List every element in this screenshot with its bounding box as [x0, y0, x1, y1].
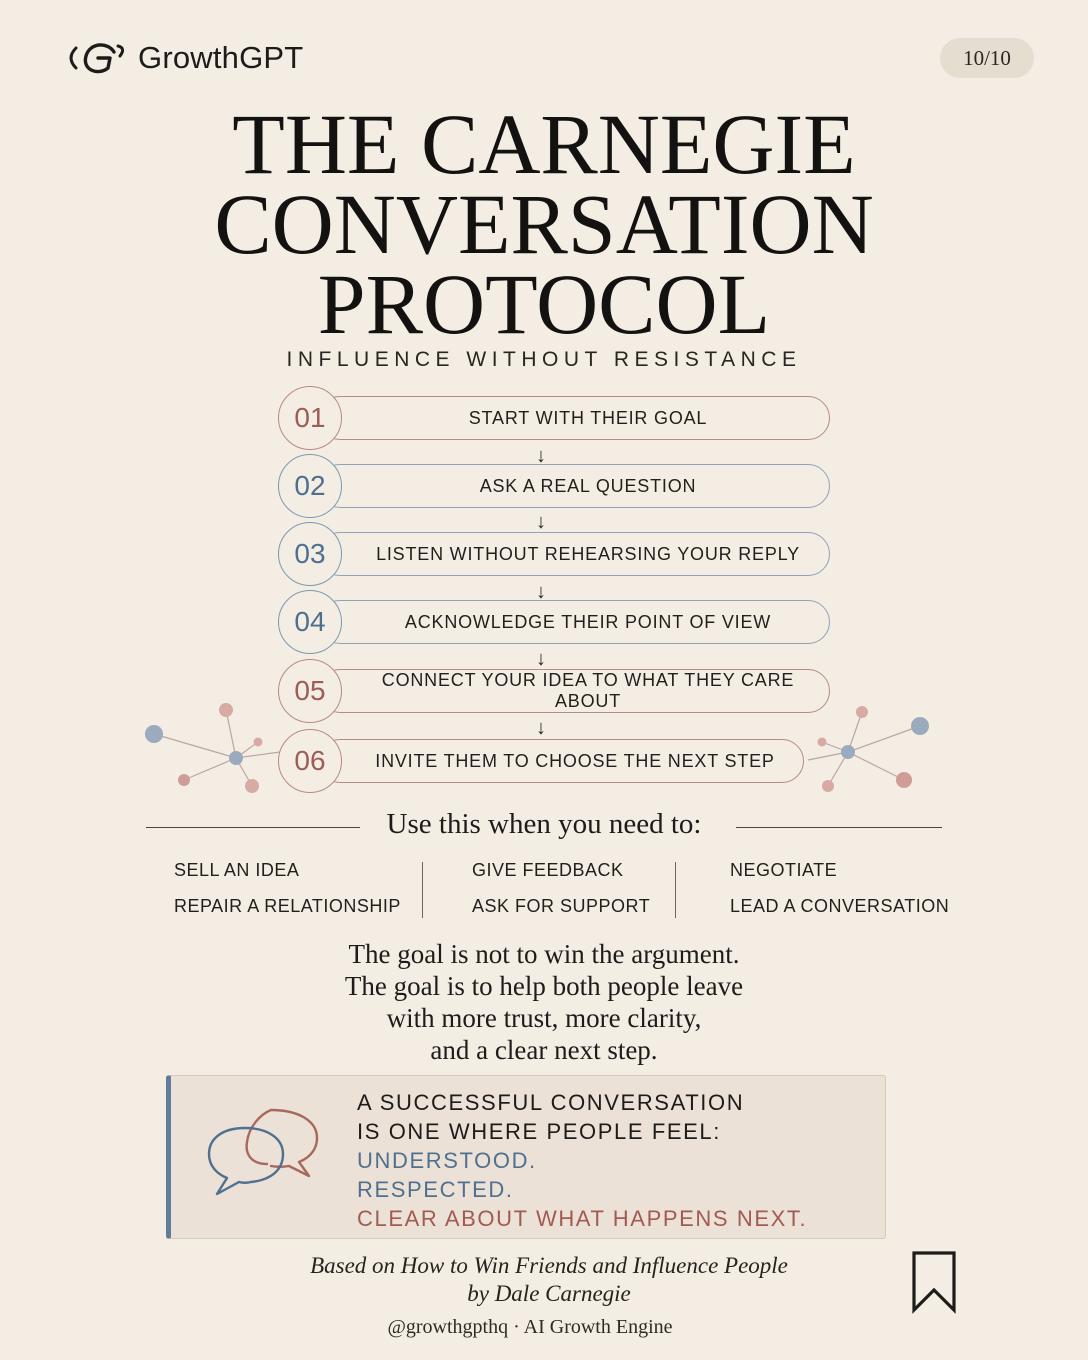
success-callout	[166, 1075, 886, 1239]
bookmark-icon[interactable]	[910, 1250, 958, 1314]
callout-line: IS ONE WHERE PEOPLE FEEL:	[357, 1119, 721, 1144]
step-number: 01	[278, 386, 342, 450]
use-item: GIVE FEEDBACK	[472, 860, 624, 880]
use-item: SELL AN IDEA	[174, 860, 300, 880]
step-label: ACKNOWLEDGE THEIR POINT OF VIEW	[404, 611, 772, 632]
callout-text	[357, 1088, 807, 1233]
callout-item-respected: RESPECTED.	[357, 1177, 514, 1202]
step-pill	[318, 396, 830, 440]
step-01	[278, 386, 838, 452]
column-separator	[675, 862, 676, 918]
brand-name: GrowthGPT	[138, 40, 304, 75]
divider-right	[736, 827, 942, 828]
down-arrow-icon: ↓	[536, 581, 546, 603]
speech-bubbles-icon	[205, 1104, 325, 1204]
source-line: by Dale Carnegie	[467, 1281, 631, 1306]
step-pill	[318, 464, 830, 508]
left-network-decoration	[140, 690, 300, 800]
step-06	[278, 729, 838, 795]
down-arrow-icon: ↓	[536, 445, 546, 467]
page-title	[0, 96, 1088, 352]
use-column-1	[174, 860, 401, 932]
step-05	[278, 659, 838, 725]
step-number: 03	[278, 522, 342, 586]
quote-line: The goal is to help both people leave	[344, 971, 744, 1001]
step-pill	[318, 532, 830, 576]
down-arrow-icon: ↓	[536, 648, 546, 670]
use-column-3	[730, 860, 949, 932]
step-label: INVITE THEM TO CHOOSE THE NEXT STEP	[375, 750, 775, 771]
step-label: START WITH THEIR GOAL	[468, 407, 708, 428]
step-label: ASK A REAL QUESTION	[479, 475, 697, 496]
use-item: ASK FOR SUPPORT	[472, 896, 651, 916]
down-arrow-icon: ↓	[536, 717, 546, 739]
step-02	[278, 454, 838, 520]
step-label: LISTEN WITHOUT REHEARSING YOUR REPLY	[376, 543, 800, 564]
callout-item-understood: UNDERSTOOD.	[357, 1148, 537, 1173]
step-number: 06	[278, 729, 342, 793]
title-line: PROTOCOL	[317, 256, 771, 352]
goal-quote	[0, 938, 1088, 1066]
page-indicator-badge: 10/10	[940, 38, 1034, 78]
source-line: Based on How to Win Friends and Influence People	[310, 1253, 788, 1278]
callout-line: A SUCCESSFUL CONVERSATION	[357, 1090, 745, 1115]
quote-line: The goal is not to win the argument.	[348, 939, 740, 969]
use-item: NEGOTIATE	[730, 860, 838, 880]
step-pill	[318, 739, 804, 783]
step-number: 04	[278, 590, 342, 654]
quote-line: and a clear next step.	[430, 1035, 658, 1065]
quote-line: with more trust, more clarity,	[386, 1003, 702, 1033]
step-label: CONNECT YOUR IDEA TO WHAT THEY CARE ABOUT	[381, 670, 795, 711]
step-pill	[318, 669, 830, 713]
column-separator	[422, 862, 423, 918]
step-pill	[318, 600, 830, 644]
subtitle: INFLUENCE WITHOUT RESISTANCE	[286, 348, 802, 371]
step-number: 05	[278, 659, 342, 723]
title-line: CONVERSATION	[214, 176, 874, 272]
social-handle[interactable]: @growthgpthq · AI Growth Engine	[387, 1316, 673, 1338]
callout-item-clear: CLEAR ABOUT WHAT HAPPENS NEXT.	[357, 1206, 808, 1231]
step-04	[278, 590, 838, 656]
growthgpt-logo-icon	[62, 36, 128, 80]
use-item: LEAD A CONVERSATION	[730, 896, 950, 916]
brand[interactable]	[62, 36, 303, 80]
use-item: REPAIR A RELATIONSHIP	[174, 896, 401, 916]
step-03	[278, 522, 838, 588]
title-line: THE CARNEGIE	[232, 96, 856, 192]
down-arrow-icon: ↓	[536, 511, 546, 533]
use-column-2	[472, 860, 650, 932]
step-number: 02	[278, 454, 342, 518]
use-when-title: Use this when you need to:	[386, 808, 702, 840]
